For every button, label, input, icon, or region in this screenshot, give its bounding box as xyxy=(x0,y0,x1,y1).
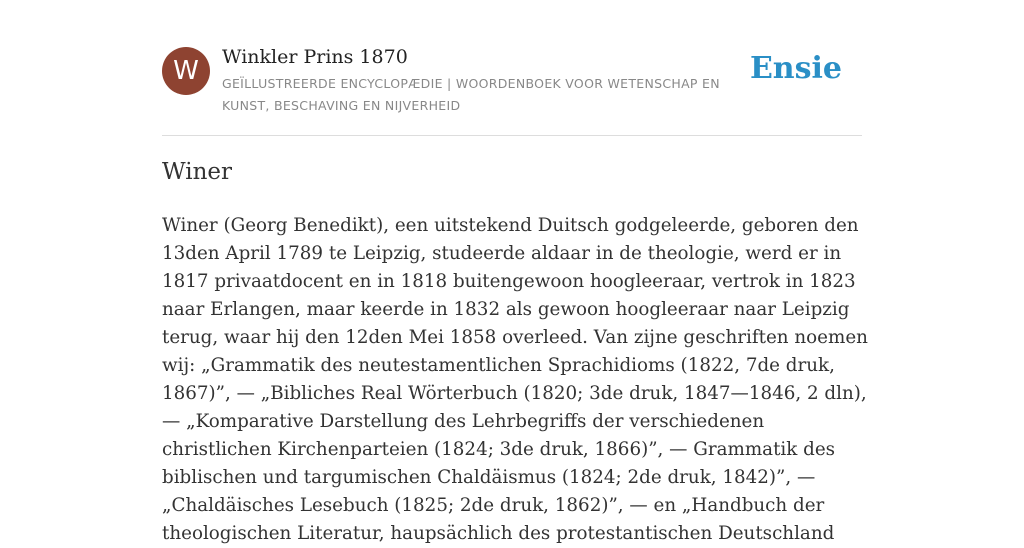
ensie-logo[interactable]: Ensie xyxy=(749,51,842,86)
source-title[interactable]: Winkler Prins 1870 xyxy=(222,46,408,68)
source-header xyxy=(162,45,862,135)
source-avatar[interactable]: W xyxy=(162,47,210,95)
entry-body: Winer (Georg Benedikt), een uitstekend Duitsch godgeleerde, geboren den 13den April 1789 te Leipzig, studeerde aldaar in de theologie, werd er in 1817 privaatdocent en in 1818 buitengewoon hoogleeraar, vertrok in 1823 naar Erlangen, maar keerde in 1832 als gewoon hoogleeraar naar Leipzig terug, waar hij den 12den Mei 1858 overleed. Van zijne geschriften noemen wij: „Grammatik des neutestamentlichen Sprachidioms (1822, 7de druk, 1867)”, — „Bibliches Real Wörterbuch (1820; 3de druk, 1847—1846, 2 dln), — „Komparative Darstellung des Lehrbegriffs der verschiedenen christlichen Kirchenparteien (1824; 3de druk, 1866)”, — Grammatik des biblischen und targumischen Chaldäismus (1824; 2de druk, 1842)”, — „Chaldäisches Lesebuch (1825; 2de druk, 1862)”, — en „Handbuch der theologischen Literatur, haupsächlich des protestantischen Deutschland xyxy=(162,215,868,544)
source-subtitle: GEÏLLUSTREERDE ENCYCLOPÆDIE | WOORDENBOEK VOOR WETENSCHAP EN KUNST, BESCHAVING EN NIJVERHEID xyxy=(222,76,720,113)
entry-title: Winer xyxy=(162,159,233,185)
header-divider xyxy=(162,135,862,136)
